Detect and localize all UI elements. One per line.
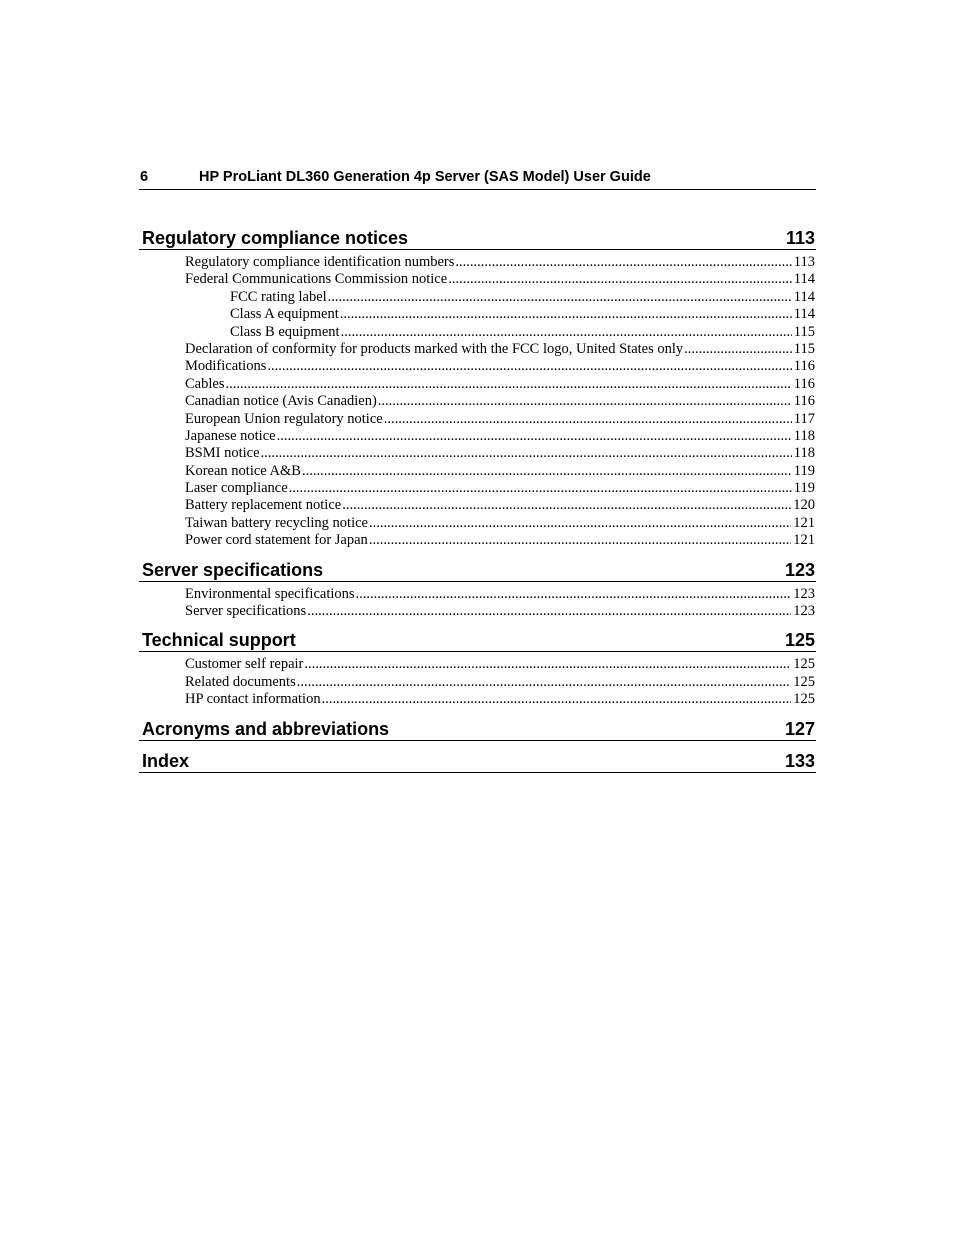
dot-leader <box>307 603 791 620</box>
toc-entry[interactable] <box>139 656 816 673</box>
toc-entry[interactable] <box>139 358 816 375</box>
entry-page-number: 119 <box>793 462 815 479</box>
dot-leader <box>322 691 792 708</box>
entry-page-number: 121 <box>793 532 815 549</box>
toc-entry[interactable] <box>139 289 816 306</box>
entry-page-number: 120 <box>793 497 815 514</box>
entry-label: Customer self repair <box>185 656 304 673</box>
section-heading[interactable] <box>139 557 816 582</box>
entry-page-number: 113 <box>793 254 815 270</box>
dot-leader <box>225 376 791 393</box>
toc-entry[interactable] <box>139 463 816 480</box>
entry-label: Japanese notice <box>185 427 276 444</box>
toc-entry[interactable] <box>139 254 816 271</box>
section-heading[interactable] <box>139 748 816 773</box>
entry-label: Class B equipment <box>230 323 340 340</box>
dot-leader <box>342 497 791 514</box>
entry-page-number: 125 <box>793 691 815 708</box>
entry-label: European Union regulatory notice <box>185 410 383 427</box>
entry-page-number: 114 <box>793 306 815 323</box>
toc-entry[interactable] <box>139 393 816 410</box>
section-page-number: 127 <box>784 718 815 739</box>
dot-leader <box>277 428 792 445</box>
entry-label: Modifications <box>185 358 267 375</box>
toc-entry[interactable] <box>139 586 816 603</box>
entry-page-number: 119 <box>793 480 815 497</box>
entry-page-number: 121 <box>793 514 815 531</box>
entry-page-number: 116 <box>793 393 815 410</box>
document-title: HP ProLiant DL360 Generation 4p Server (SAS Model) User Guide <box>199 169 651 185</box>
dot-leader <box>340 306 792 323</box>
toc-section <box>139 225 816 550</box>
toc-entry[interactable] <box>139 515 816 532</box>
section-heading[interactable] <box>139 716 816 741</box>
entry-label: Declaration of conformity for products marked with the FCC logo, United States only <box>185 340 684 357</box>
entry-label: Battery replacement notice <box>185 497 342 514</box>
section-title: Technical support <box>142 630 296 651</box>
section-page-number: 125 <box>784 630 815 651</box>
entry-page-number: 116 <box>793 375 815 392</box>
entry-label: Taiwan battery recycling notice <box>185 514 368 531</box>
dot-leader <box>378 393 792 410</box>
entry-list <box>139 656 816 708</box>
toc-section <box>139 557 816 621</box>
toc-entry[interactable] <box>139 324 816 341</box>
dot-leader <box>455 254 791 271</box>
entry-label: Cables <box>185 375 225 392</box>
entry-page-number: 114 <box>793 271 815 288</box>
entry-page-number: 114 <box>793 288 815 305</box>
dot-leader <box>297 674 792 691</box>
page-header <box>139 168 816 190</box>
entry-page-number: 117 <box>793 410 815 427</box>
entry-list <box>139 254 816 550</box>
section-title: Regulatory compliance notices <box>142 228 409 248</box>
entry-label: Class A equipment <box>230 306 339 323</box>
entry-page-number: 115 <box>793 340 815 357</box>
toc-entry[interactable] <box>139 480 816 497</box>
entry-page-number: 118 <box>793 427 815 444</box>
section-page-number: 133 <box>784 750 815 771</box>
section-heading[interactable] <box>139 627 816 652</box>
toc-section <box>139 716 816 741</box>
entry-page-number: 118 <box>793 445 815 462</box>
entry-page-number: 115 <box>793 323 815 340</box>
toc-section <box>139 627 816 708</box>
entry-label: BSMI notice <box>185 445 260 462</box>
toc-entry[interactable] <box>139 271 816 288</box>
dot-leader <box>684 341 792 358</box>
toc-entry[interactable] <box>139 497 816 514</box>
dot-leader <box>341 324 792 341</box>
dot-leader <box>267 358 791 375</box>
section-page-number: 123 <box>784 559 815 580</box>
toc-section <box>139 748 816 773</box>
dot-leader <box>261 445 792 462</box>
entry-page-number: 125 <box>793 656 815 673</box>
dot-leader <box>356 586 792 603</box>
table-of-contents <box>139 225 816 777</box>
entry-page-number: 116 <box>793 358 815 375</box>
entry-label: Korean notice A&B <box>185 462 301 479</box>
dot-leader <box>369 515 791 532</box>
toc-entry[interactable] <box>139 428 816 445</box>
section-title: Server specifications <box>142 559 324 580</box>
dot-leader <box>384 411 792 428</box>
toc-entry[interactable] <box>139 411 816 428</box>
toc-entry[interactable] <box>139 341 816 358</box>
entry-label: Regulatory compliance identification numbers <box>185 254 455 270</box>
entry-list <box>139 586 816 621</box>
entry-label: Environmental specifications <box>185 585 355 602</box>
dot-leader <box>369 532 791 549</box>
toc-entry[interactable] <box>139 674 816 691</box>
entry-label: Canadian notice (Avis Canadien) <box>185 393 377 410</box>
entry-label: Related documents <box>185 673 296 690</box>
toc-entry[interactable] <box>139 306 816 323</box>
section-title: Index <box>142 750 190 771</box>
section-title: Acronyms and abbreviations <box>142 718 390 739</box>
entry-page-number: 123 <box>793 603 815 620</box>
toc-entry[interactable] <box>139 376 816 393</box>
section-heading[interactable] <box>139 225 816 250</box>
section-page-number: 113 <box>785 228 815 248</box>
dot-leader <box>304 656 791 673</box>
entry-page-number: 125 <box>793 673 815 690</box>
entry-label: HP contact information <box>185 691 321 708</box>
entry-label: Laser compliance <box>185 480 288 497</box>
entry-label: Server specifications <box>185 603 307 620</box>
entry-label: Federal Communications Commission notice <box>185 271 448 288</box>
toc-entry[interactable] <box>139 445 816 462</box>
dot-leader <box>302 463 792 480</box>
dot-leader <box>448 271 792 288</box>
entry-page-number: 123 <box>793 585 815 602</box>
dot-leader <box>328 289 792 306</box>
toc-entry[interactable] <box>139 691 816 708</box>
page-number: 6 <box>140 169 149 185</box>
toc-entry[interactable] <box>139 532 816 549</box>
toc-entry[interactable] <box>139 603 816 620</box>
entry-label: Power cord statement for Japan <box>185 532 368 549</box>
entry-label: FCC rating label <box>230 288 327 305</box>
dot-leader <box>289 480 792 497</box>
